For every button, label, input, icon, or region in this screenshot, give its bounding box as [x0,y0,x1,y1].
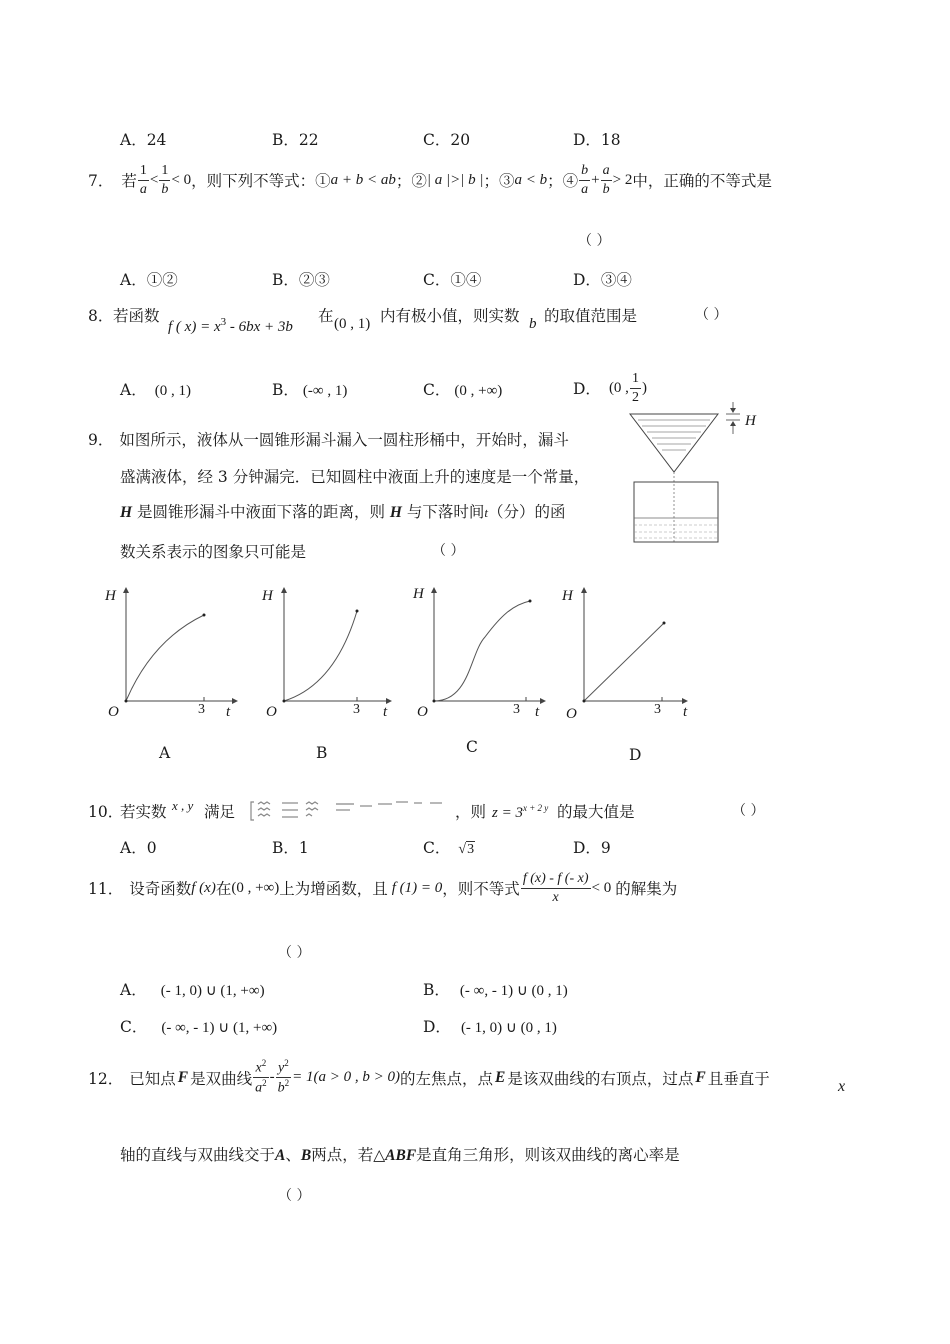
graph-a-caption: A [159,744,171,762]
q11-option-d: D． (- 1, 0) ∪ (0 , 1) [423,1018,557,1036]
q7-ineq-1: a + b < ab [330,171,396,188]
q8-function: f ( $x) = x^3 - 6bx + 3b$ [168,316,293,335]
q10-option-a: A．0 [120,839,157,857]
q7-frac-1a: $\frac{1}{a}$ [139,163,147,197]
q11-fx: f (x) [191,879,216,896]
q10-tail-a: ，则 [455,803,487,821]
q11-option-b: B． (- ∞, - 1) ∪ (0 , 1) [423,981,568,999]
q8-tail: 的取值范围是 [544,307,638,325]
q8-number: 8． [88,307,114,325]
q12-frac-y: $\frac{y^2}{b^2}$ [277,1058,290,1096]
q9-line-4: 数关系表示的图象只可能是 [120,543,307,561]
graph-a-x-label: t [226,704,231,720]
q7-ineq-3: a < b [514,171,548,188]
graph-d [550,585,700,725]
q8-option-b: B． (-∞ , 1) [272,381,348,399]
q8-option-d: D． (0 , $\frac{1}{2}$ ) [573,371,647,405]
q11-option-c: C． (- ∞, - 1) ∪ (1, +∞) [120,1018,278,1036]
q6-option-d: D．18 [573,131,621,149]
q6-option-c: C．20 [423,131,471,149]
graph-d-y-label: H [562,588,573,604]
q7-tail: 中，正确的不等式是 [632,172,772,190]
q12-stem-line-1: 12． 已知点 F 是双曲线 $\frac{x^2}{a^2}$ - $\frac{y^2}{b^2}$ = 1(a > 0 , b > 0) 的左焦点，点 E 是该双曲线的右顶点，过点 F 且垂直于 [88,1058,770,1096]
q7-option-a: A．①② [120,271,178,289]
graph-b-origin: O [266,704,277,720]
q7-option-b: B．②③ [272,271,330,289]
graph-c-x-tick: 3 [513,702,520,717]
q12-stem-line-2: 轴的直线与双曲线交于A、B两点，若△ABF是直角三角形，则该双曲线的离心率是 [120,1146,680,1164]
q10-lead: 若实数 [120,803,167,821]
q8-answer-blank: （ ） [695,307,728,323]
q6-option-b: B．22 [272,131,319,149]
q8-option-d-frac: $\frac{1}{2}$ [631,371,639,405]
graph-d-x-label: t [683,704,688,720]
q7-answer-blank: （ ） [578,233,611,249]
q11-f1: f (1) = 0 [391,879,443,896]
q12-x-axis-var: x [838,1078,846,1095]
q7-sep-4: ；④ [547,172,579,190]
q11-fraction: $\frac{f (x) - f (- x)}{x}$ [522,871,589,905]
q7-sep-2: ；② [395,172,427,190]
q10-constraint-image [246,798,456,824]
graph-d-x-tick: 3 [654,702,661,717]
graph-b-x-label: t [383,704,388,720]
q10-option-c: C． √3 [423,839,475,857]
q7-stem [88,162,772,198]
graph-c-x-label: t [535,704,540,720]
q10-vars: x , y [172,798,194,813]
q7-frac-ba: $\frac{b}{a}$ [581,163,589,197]
q9-answer-blank: （ ） [432,543,465,559]
graph-a-x-tick: 3 [198,702,205,717]
q7-mid: ，则下列不等式：① [191,172,331,190]
q12-answer-blank: （ ） [278,1188,311,1204]
q8-option-a: A． (0 , 1) [120,381,191,399]
q7-option-d: D．③④ [573,271,632,289]
q8-lead: 若函数 [113,307,160,325]
q10-number: 10． [88,803,124,821]
q11-answer-blank: （ ） [278,945,311,961]
q7-number: 7． [88,172,114,190]
graph-c-origin: O [417,704,428,720]
q8-mid: 内有极小值，则实数 [380,307,520,325]
q9-line-1: 9． 如图所示，液体从一圆锥形漏斗漏入一圆柱形桶中，开始时，漏斗 [88,431,569,449]
q12-equation: = 1(a > 0 , b > 0) [292,1069,400,1086]
graph-d-caption: D [629,746,642,764]
q11-option-a: A． (- 1, 0) ∪ (1, +∞) [120,981,265,999]
q12-frac-x: $\frac{x^2}{a^2}$ [255,1058,267,1096]
q8-option-c: C． (0 , +∞) [423,381,503,399]
q6-option-a: A．24 [120,131,167,149]
graph-a-y-label: H [105,588,116,604]
q10-option-d: D．9 [573,839,611,857]
q7-lt: < [149,171,159,188]
graph-b-caption: B [316,744,328,762]
q11-stem: 11． 设奇函数 f (x) 在 (0 , +∞) 上为增函数，且 f (1) = 0 ，则不等式 $\frac{f (x) - f (- x)}{x}$ < 0 的解集为 [88,871,678,905]
q7-lead: 若 [121,172,137,190]
q8-interval: (0 , 1) [334,316,371,332]
graph-d-origin: O [566,706,577,722]
q10-answer-blank: （ ） [732,803,765,819]
q7-cond-tail: < 0 [171,171,192,188]
q7-frac-ab: $\frac{a}{b}$ [602,163,610,197]
graph-a-origin: O [108,704,119,720]
q7-sep-3: ；③ [483,172,515,190]
graph-c-caption: C [466,738,478,756]
q7-option-c: C．①④ [423,271,482,289]
q10-option-b: B．1 [272,839,309,857]
q8-var-b: b [529,316,537,332]
q8-in: 在 [318,307,334,325]
funnel-h-label: H [745,413,756,429]
q7-plus: + [591,171,600,188]
q7-frac-1b: $\frac{1}{b}$ [161,163,169,197]
q7-ineq-2: | a |>| b | [426,171,484,188]
q11-interval: (0 , +∞) [231,879,280,896]
graph-b-x-tick: 3 [353,702,360,717]
q10-mid: 满足 [204,803,236,821]
q10-tail-b: 的最大值是 [557,803,635,821]
q10-objective: $z = 3^{x + 2 y}$ [492,803,549,821]
q9-line-2: 盛满液体，经 3 分钟漏完．已知圆柱中液面上升的速度是一个常量， [120,468,590,486]
q9-line-3: H 是圆锥形漏斗中液面下落的距离，则 H 与下落时间t（分）的函 [120,503,566,521]
q7-ineq-4-tail: > 2 [612,171,633,188]
graph-b-y-label: H [262,588,273,604]
graph-c-y-label: H [413,586,424,602]
